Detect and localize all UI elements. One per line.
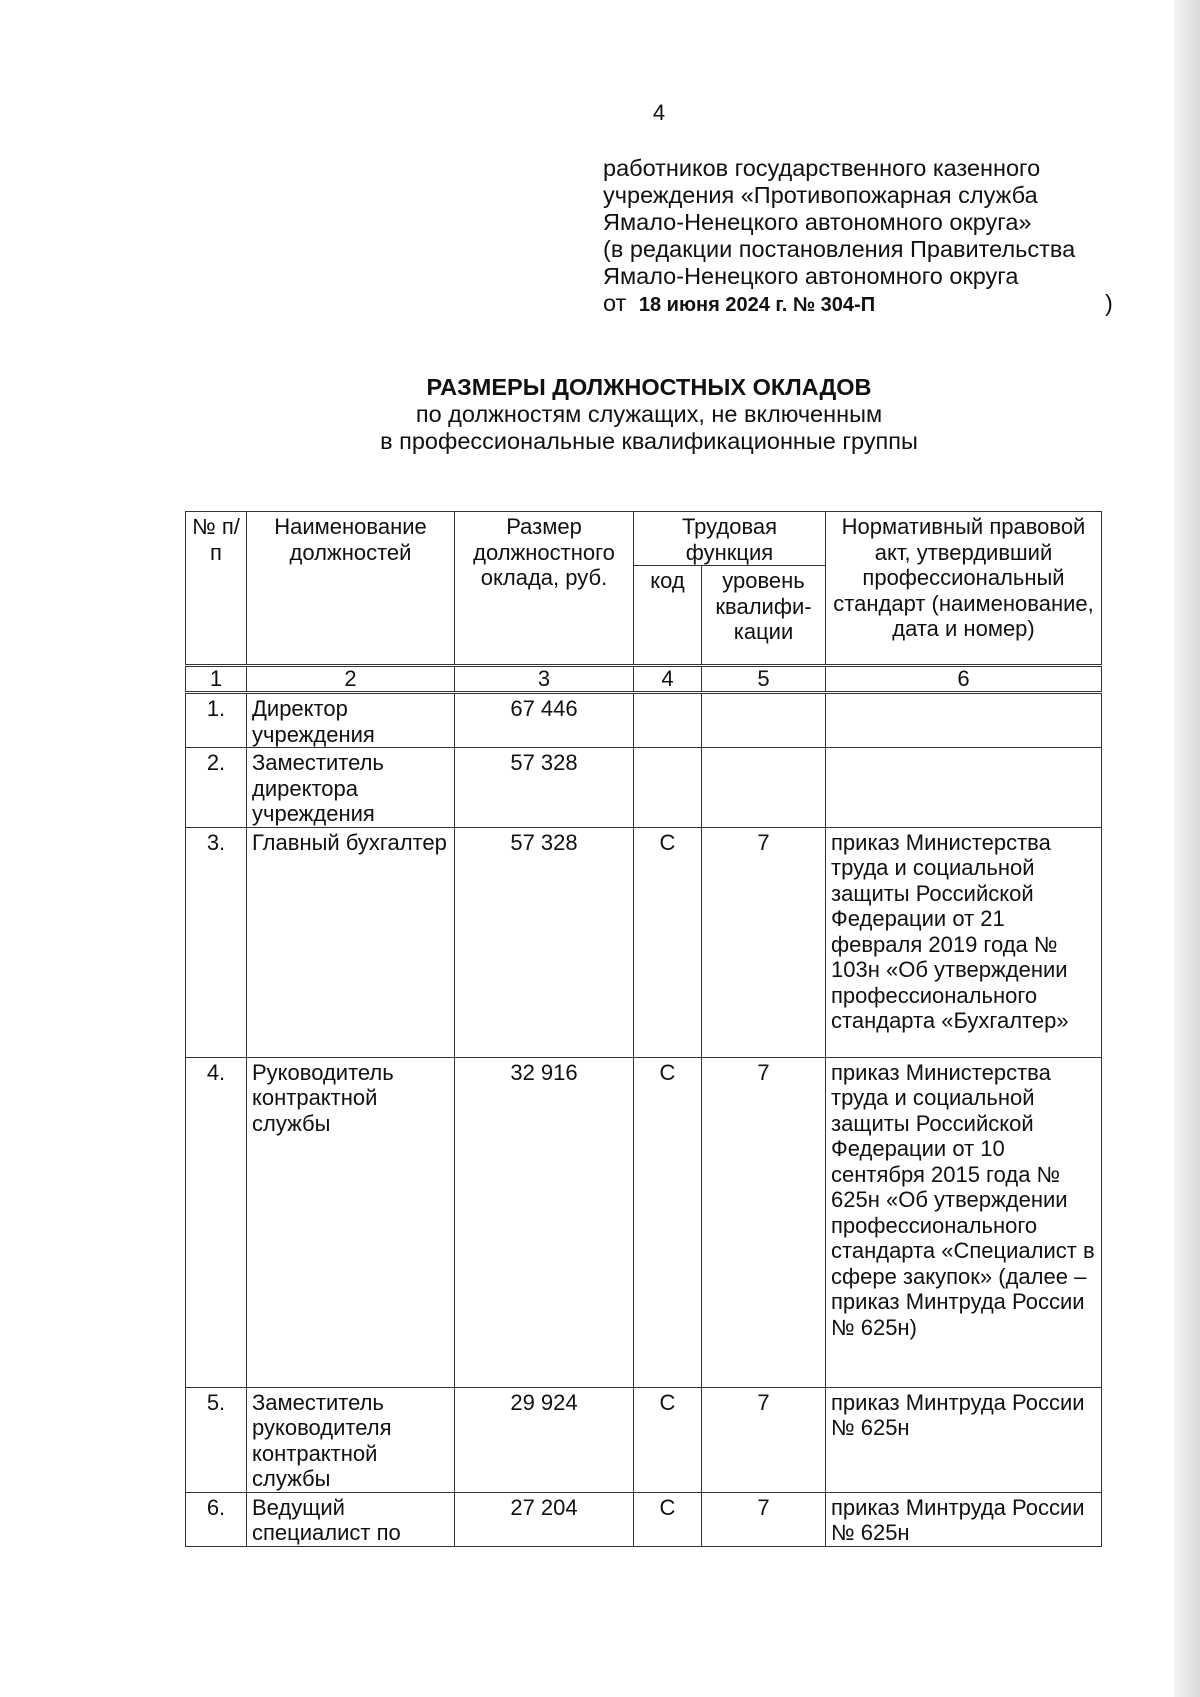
title-subtitle-line: в профессиональные квалификационные группы bbox=[380, 428, 918, 454]
row-level: 7 bbox=[702, 1492, 826, 1546]
table-row bbox=[186, 1387, 1102, 1492]
row-position-name: Ведущий специалист по bbox=[247, 1492, 455, 1546]
table-row bbox=[186, 1492, 1102, 1546]
row-num: 3. bbox=[186, 827, 247, 1057]
row-num: 5. bbox=[186, 1387, 247, 1492]
header-level: уровень квалифи-кации bbox=[702, 566, 826, 666]
row-act bbox=[826, 748, 1102, 828]
row-code bbox=[634, 748, 702, 828]
row-position-name: Заместитель руководителя контрактной службы bbox=[247, 1387, 455, 1492]
row-position-name: Главный бухгалтер bbox=[247, 827, 455, 1057]
row-level bbox=[702, 748, 826, 828]
page-number: 4 bbox=[652, 100, 666, 125]
header-date-line bbox=[603, 290, 1113, 319]
row-code: С bbox=[634, 1492, 702, 1546]
column-number: 2 bbox=[247, 666, 455, 693]
row-salary: 67 446 bbox=[455, 693, 634, 748]
header-name: Наименование должностей bbox=[247, 512, 455, 666]
row-num: 1. bbox=[186, 693, 247, 748]
row-level: 7 bbox=[702, 1057, 826, 1387]
column-number: 5 bbox=[702, 666, 826, 693]
table-row bbox=[186, 693, 1102, 748]
row-salary: 29 924 bbox=[455, 1387, 634, 1492]
row-position-name: Директор учреждения bbox=[247, 693, 455, 748]
row-code: С bbox=[634, 1057, 702, 1387]
row-code bbox=[634, 693, 702, 748]
header-salary: Размер должностного оклада, руб. bbox=[455, 512, 634, 666]
header-line: Ямало-Ненецкого автономного округа» bbox=[603, 209, 1032, 235]
row-num: 4. bbox=[186, 1057, 247, 1387]
column-number: 1 bbox=[186, 666, 247, 693]
date-value: 18 июня 2024 г. № 304-П bbox=[638, 294, 876, 316]
row-act: приказ Министерства труда и социальной защиты Российской Федерации от 21 февраля 2019 года № 103н «Об утверждении профессионального стандарта «Бухгалтер» bbox=[826, 827, 1102, 1057]
row-level: 7 bbox=[702, 827, 826, 1057]
row-num: 2. bbox=[186, 748, 247, 828]
row-position-name: Заместитель директора учреждения bbox=[247, 748, 455, 828]
table-row bbox=[186, 748, 1102, 828]
row-level bbox=[702, 693, 826, 748]
document-title bbox=[0, 374, 1200, 455]
table-row bbox=[186, 1057, 1102, 1387]
scan-edge-shadow bbox=[1174, 0, 1200, 1697]
row-salary: 27 204 bbox=[455, 1492, 634, 1546]
row-act bbox=[826, 693, 1102, 748]
column-number-row bbox=[186, 666, 1102, 693]
header-line: учреждения «Противопожарная служба bbox=[603, 182, 1038, 208]
column-number: 4 bbox=[634, 666, 702, 693]
row-num: 6. bbox=[186, 1492, 247, 1546]
column-number: 3 bbox=[455, 666, 634, 693]
row-salary: 57 328 bbox=[455, 827, 634, 1057]
title-subtitle-line: по должностям служащих, не включенным bbox=[415, 401, 883, 427]
date-prefix: от bbox=[603, 290, 627, 316]
row-level: 7 bbox=[702, 1387, 826, 1492]
row-act: приказ Министерства труда и социальной защиты Российской Федерации от 10 сентября 2015 года № 625н «Об утверждении профессионального стандарта «Специалист в сфере закупок» (далее – приказ Минтруда России № 625н) bbox=[826, 1057, 1102, 1387]
header-num: № п/п bbox=[186, 512, 247, 666]
row-act: приказ Минтруда России № 625н bbox=[826, 1492, 1102, 1546]
salary-table bbox=[185, 511, 1102, 1547]
approval-header bbox=[603, 155, 1113, 319]
row-position-name: Руководитель контрактной службы bbox=[247, 1057, 455, 1387]
row-code: С bbox=[634, 827, 702, 1057]
row-salary: 32 916 bbox=[455, 1057, 634, 1387]
row-code: С bbox=[634, 1387, 702, 1492]
header-code: код bbox=[634, 566, 702, 666]
table-row bbox=[186, 827, 1102, 1057]
row-act: приказ Минтруда России № 625н bbox=[826, 1387, 1102, 1492]
title-main: РАЗМЕРЫ ДОЛЖНОСТНЫХ ОКЛАДОВ bbox=[426, 374, 872, 400]
close-paren: ) bbox=[1105, 290, 1113, 316]
header-line: Ямало-Ненецкого автономного округа bbox=[603, 263, 1019, 289]
row-salary: 57 328 bbox=[455, 748, 634, 828]
header-line: (в редакции постановления Правительства bbox=[603, 236, 1076, 262]
header-line: работников государственного казенного bbox=[603, 155, 1041, 181]
column-number: 6 bbox=[826, 666, 1102, 693]
header-labor-function: Трудовая функция bbox=[634, 512, 826, 566]
header-act: Нормативный правовой акт, утвердивший профессиональный стандарт (наименование, дата и номер) bbox=[826, 512, 1102, 666]
table-header-row bbox=[186, 512, 1102, 566]
